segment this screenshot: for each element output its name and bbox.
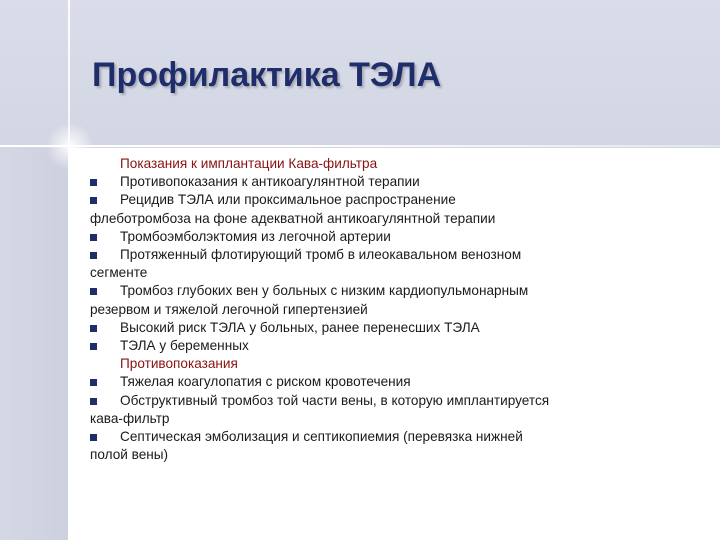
list-item-continuation: сегменте bbox=[90, 265, 148, 281]
list-item-continuation: полой вены) bbox=[90, 447, 169, 463]
list-item-text: Протяженный флотирующий тромб в илеокавальном венозном bbox=[120, 247, 522, 263]
indications-heading: Показания к имплантации Кава-фильтра bbox=[120, 156, 378, 171]
slide-content bbox=[90, 155, 698, 464]
list-item-continuation: кава-фильтр bbox=[90, 410, 170, 426]
horizontal-divider bbox=[0, 145, 720, 147]
list-item bbox=[90, 228, 698, 246]
list-item bbox=[90, 191, 698, 209]
list-item-text: Противопоказания к антикоагулянтной терапии bbox=[120, 174, 420, 190]
vertical-divider bbox=[68, 0, 70, 540]
square-bullet-icon bbox=[90, 179, 97, 186]
list-item-text: ТЭЛА у беременных bbox=[120, 338, 249, 354]
list-item-continuation: флеботромбоза на фоне адекватной антикоагулянтной терапии bbox=[90, 210, 496, 226]
left-band bbox=[0, 148, 68, 540]
list-item bbox=[90, 319, 698, 337]
list-item bbox=[90, 392, 698, 410]
list-item bbox=[90, 337, 698, 355]
square-bullet-icon bbox=[90, 398, 97, 405]
square-bullet-icon bbox=[90, 434, 97, 441]
list-item-text: Тромбоз глубоких вен у больных с низким кардиопульмонарным bbox=[120, 283, 529, 299]
square-bullet-icon bbox=[90, 288, 97, 295]
list-item bbox=[90, 246, 698, 264]
slide-title: Профилактика ТЭЛА bbox=[92, 56, 442, 94]
list-item-text: Септическая эмболизация и септикопиемия (перевязка нижней bbox=[120, 429, 523, 445]
list-item-text: Тяжелая коагулопатия с риском кровотечения bbox=[120, 374, 411, 390]
square-bullet-icon bbox=[90, 343, 97, 350]
list-item-text: Высокий риск ТЭЛА у больных, ранее перенесших ТЭЛА bbox=[120, 319, 480, 335]
square-bullet-icon bbox=[90, 379, 97, 386]
list-item bbox=[90, 173, 698, 191]
square-bullet-icon bbox=[90, 325, 97, 332]
list-item bbox=[90, 428, 698, 446]
list-item bbox=[90, 373, 698, 391]
list-item-text: Тромбоэмболэктомия из легочной артерии bbox=[120, 228, 391, 244]
list-item-continuation: резервом и тяжелой легочной гипертензией bbox=[90, 301, 368, 317]
list-item-text: Рецидив ТЭЛА или проксимальное распространение bbox=[120, 192, 456, 208]
contraindications-heading: Противопоказания bbox=[120, 356, 238, 372]
square-bullet-icon bbox=[90, 197, 97, 204]
list-item-text: Обструктивный тромбоз той части вены, в которую имплантируется bbox=[120, 392, 550, 408]
sparkle-decoration bbox=[44, 120, 96, 172]
list-item bbox=[90, 282, 698, 300]
square-bullet-icon bbox=[90, 252, 97, 259]
square-bullet-icon bbox=[90, 234, 97, 241]
